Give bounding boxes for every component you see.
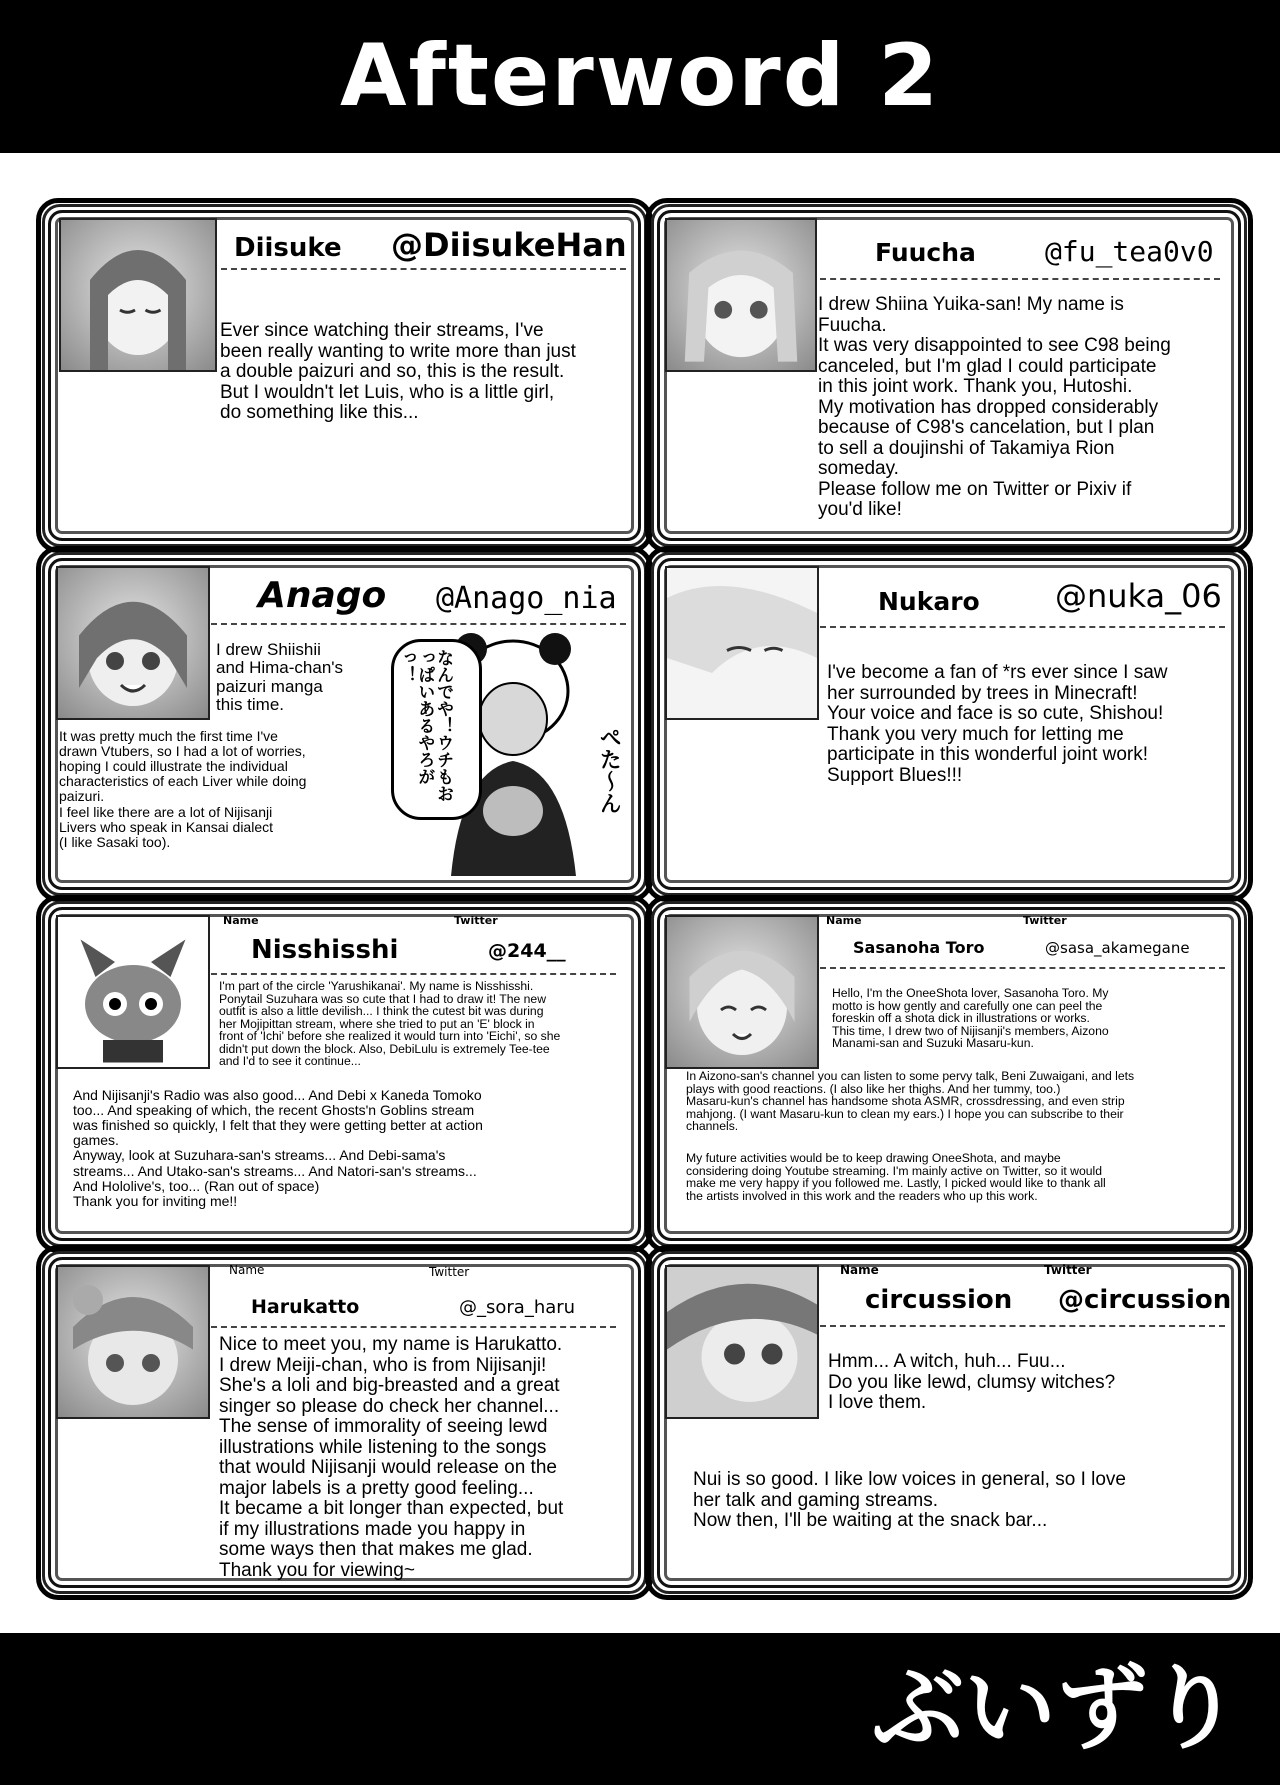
artist-name: Nisshisshi xyxy=(251,935,399,965)
portrait-icon xyxy=(56,1265,210,1419)
portrait-icon xyxy=(665,566,819,720)
card-sasanoha-toro xyxy=(657,907,1241,1241)
card-circussion xyxy=(657,1257,1241,1588)
afterword-text-top: Hmm... A witch, huh... Fuu... Do you like lewd, clumsy witches? I love them. xyxy=(828,1351,1116,1414)
card-nukaro xyxy=(657,558,1241,890)
artist-name: circussion xyxy=(865,1285,1013,1315)
artist-name: Anago xyxy=(258,575,387,616)
name-label: Name xyxy=(229,1263,265,1277)
artist-handle: @244__ xyxy=(488,940,566,962)
portrait-icon xyxy=(56,566,210,720)
afterword-text: Ever since watching their streams, I've been really wanting to write more than just a double paizuri and so, this is the result. But I wouldn't let Luis, who is a little girl, do something like this... xyxy=(220,320,576,424)
artist-handle: @Anago_nia xyxy=(436,581,617,616)
speech-text: なんでや！ウチもおっぱいあるやろがっ！ xyxy=(395,649,454,802)
divider xyxy=(820,278,1220,280)
afterword-text-bottom: My future activities would be to keep drawing OneeShota, and maybe considering doing Youtube streaming. I'm mainly active on Twitter, so it would make me very happy if you followed me. Lastly, I picked would like to thank all the artists involved in this work and the readers who up this work. xyxy=(686,1151,1106,1203)
portrait-icon xyxy=(665,1265,819,1419)
artist-name: Diisuke xyxy=(234,233,342,263)
afterword-text-top: I drew Shiishii and Hima-chan's paizuri manga this time. xyxy=(216,640,344,715)
artist-handle: @DiisukeHan xyxy=(391,226,627,264)
divider xyxy=(221,268,626,270)
twitter-label: Twitter xyxy=(1044,1263,1092,1277)
artist-handle: @circussion xyxy=(1058,1285,1232,1315)
artist-handle: @fu_tea0v0 xyxy=(1045,235,1214,268)
artist-name: Nukaro xyxy=(878,587,980,616)
card-diisuke xyxy=(48,210,641,541)
card-harukatto xyxy=(48,1257,641,1588)
afterword-text: Nice to meet you, my name is Harukatto. I drew Meiji-chan, who is from Nijisanji! She's a loli and big-breasted and a great singer so please do check her channel... The sense of immorality of seeing lewd illustrations while listening to the songs that would Nijisanji would release on the major labels is a pretty good feeling... It became a bit longer than expected, but if my illustrations made you happy in some ways then that makes me glad. Thank you for viewing~ xyxy=(219,1334,564,1581)
artist-handle: @nuka_06 xyxy=(1055,577,1222,615)
afterword-text-bottom: Nui is so good. I like low voices in general, so I love her talk and gaming streams. Now then, I'll be waiting at the snack bar... xyxy=(693,1469,1126,1532)
afterword-text-bottom: It was pretty much the first time I've drawn Vtubers, so I had a lot of worries, hoping I could illustrate the individual characteristics of each Liver while doing paizuri. I feel like there are a lot of Nijisanji Livers who speak in Kansai dialect (I like Sasaki too). xyxy=(59,728,307,850)
card-anago xyxy=(48,558,641,890)
afterword-text-bottom: And Nijisanji's Radio was also good... And Debi x Kaneda Tomoko too... And speaking of which, the recent Ghosts'n Goblins stream was finished so quickly, I felt that they were getting better at action games. Anyway, look at Suzuhara-san's streams... And Debi-sama's streams... And Utako-san's streams... And Natori-san's streams... And Hololive's, too... (Ran out of space) Thank you for inviting me!! xyxy=(73,1087,483,1209)
artist-name: Sasanoha Toro xyxy=(853,938,985,957)
twitter-label: Twitter xyxy=(1023,914,1067,927)
divider xyxy=(820,1325,1225,1327)
afterword-text-mid: In Aizono-san's channel you can listen to some pervy talk, Beni Zuwaigani, and lets plays with good reactions. (I also like her thighs. And her tummy, too.) Masaru-kun's channel has handsome shota ASMR, crossdressing, and even strip mahjong. (I want Masaru-kun to clean my ears.) I hope you can subscribe to their channels. xyxy=(686,1069,1135,1134)
portrait-icon xyxy=(665,915,819,1069)
portrait-icon xyxy=(59,218,217,372)
page-title: Afterword 2 xyxy=(339,26,941,126)
twitter-label: Twitter xyxy=(429,1265,470,1279)
card-fuucha xyxy=(657,210,1241,541)
divider xyxy=(820,626,1225,628)
artist-name: Fuucha xyxy=(875,238,976,267)
card-nisshisshi xyxy=(48,907,641,1241)
artist-name: Harukatto xyxy=(251,1296,360,1318)
divider xyxy=(820,967,1225,969)
name-label: Name xyxy=(223,914,259,927)
afterword-text-top: Hello, I'm the OneeShota lover, Sasanoha Toro. My motto is how gently and carefully one can peel the foreskin off a shota dick in illustrations or works. This time, I drew two of Nijisanji's members, Aizono Manami-san and Suzuki Masaru-kun. xyxy=(832,986,1109,1051)
footer-logo: ぶいずり xyxy=(871,1655,1240,1762)
portrait-icon xyxy=(665,218,817,372)
sound-effect-text: ぺた〜ん xyxy=(596,726,622,814)
twitter-label: Twitter xyxy=(454,914,498,927)
name-label: Name xyxy=(840,1263,879,1277)
afterword-text: I've become a fan of *rs ever since I saw her surrounded by trees in Minecraft! Your voice and face is so cute, Shishou! Thank you very much for letting me participate in this wonderful joint work! Support Blues!!! xyxy=(827,662,1168,786)
artist-handle: @sasa_akamegane xyxy=(1045,939,1190,957)
divider xyxy=(211,973,616,975)
divider xyxy=(211,1326,616,1328)
portrait-icon xyxy=(56,915,210,1069)
name-label: Name xyxy=(826,914,862,927)
afterword-text-top: I'm part of the circle 'Yarushikanai'. My name is Nisshisshi. Ponytail Suzuhara was so cute that I had to draw it! The new outfit is also a little devilish... I think the cutest bit was during her Mojipittan stream, where she tried to put an 'E' block in front of 'Ichi' before she realized it would turn into 'Eichi', so she didn't put down the block. Also, DebiLulu is extremely Tee-tee and I'd to see it continue... xyxy=(219,979,561,1069)
afterword-text: I drew Shiina Yuika-san! My name is Fuucha. It was very disappointed to see C98 being canceled, but I'm glad I could participate in this joint work. Thank you, Hutoshi. My motivation has dropped considerably because of C98's cancelation, but I plan to sell a doujinshi of Takamiya Rion someday. Please follow me on Twitter or Pixiv if you'd like! xyxy=(818,294,1171,521)
artist-handle: @_sora_haru xyxy=(459,1297,576,1318)
